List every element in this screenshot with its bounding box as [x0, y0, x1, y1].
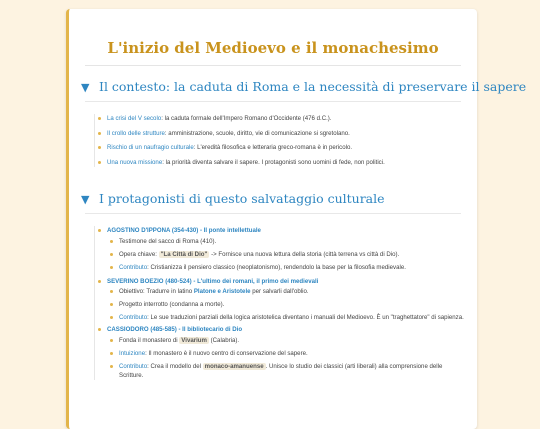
title-divider [85, 65, 461, 66]
protagonist-boezio: SEVERINO BOEZIO (480-524) - L'ultimo dei romani, il primo dei medievali [95, 277, 467, 286]
list-item: Una nuova missione: la priorità diventa salvare il sapere. I protagonisti sono uomini di fede, non politici. [95, 158, 467, 167]
protagonist-cassiodoro: CASSIODORO (485-585) - Il bibliotecario di Dio [95, 325, 467, 334]
section-protagonists-list [94, 226, 467, 380]
list-item: Il crollo delle strutture: amministrazione, scuole, diritto, vie di comunicazione si sgretolano. [95, 129, 467, 138]
section-context-list [94, 114, 467, 167]
list-item: Contributo: Cristianizza il pensiero classico (neoplatonismo), rendendolo la base per la filosofia medievale. [107, 263, 467, 272]
list-item: Opera chiave: "La Città di Dio" -> Fornisce una nuova lettura della storia (città terrena vs città di Dio). [107, 250, 467, 259]
triangle-down-icon[interactable]: ▼ [81, 193, 90, 206]
list-item: Intuizione: Il monastero è il nuovo centro di conservazione del sapere. [107, 349, 467, 358]
list-item: Obiettivo: Tradurre in latino Platone e Aristotele per salvarli dall'oblio. [107, 287, 467, 296]
list-item: Rischio di un naufragio culturale: L'eredità filosofica e letteraria greco-romana è in pericolo. [95, 143, 467, 152]
list-item: Fonda il monastero di Vivarium (Calabria). [107, 336, 467, 345]
protagonist-agostino: AGOSTINO D'IPPONA (354-430) - Il ponte intellettuale [95, 226, 467, 235]
section-protagonists-title: I protagonisti di questo salvataggio culturale [99, 191, 385, 206]
page-title: L'inizio del Medioevo e il monachesimo [107, 39, 439, 57]
section-protagonists-divider [85, 213, 461, 214]
section-context-divider [85, 101, 461, 102]
list-item: Testimone del sacco di Roma (410). [107, 237, 467, 246]
section-context-title: Il contesto: la caduta di Roma e la necessità di preservare il sapere [99, 79, 527, 94]
triangle-down-icon[interactable]: ▼ [81, 81, 90, 94]
role-tag: monaco-amanuense [204, 363, 264, 370]
list-item: La crisi del V secolo: la caduta formale dell'Impero Romano d'Occidente (476 d.C.). [95, 114, 467, 123]
work-tag: "La Città di Dio" [160, 251, 208, 258]
section-protagonists-heading[interactable] [81, 191, 467, 206]
section-context-heading[interactable] [81, 79, 527, 94]
list-item: Progetto interrotto (condanna a morte). [107, 300, 467, 309]
place-tag: Vivarium [181, 337, 207, 344]
content-card [66, 9, 527, 429]
list-item: Contributo: Le sue traduzioni parziali della logica aristotelica diventano i manuali del Medioevo. È un "traghettatore" di sapienza. [107, 313, 467, 322]
list-item: Contributo: Crea il modello del monaco-amanuense . Unisce lo studio dei classici (arti liberali) alla comprensione delle Scritture. [107, 362, 467, 380]
